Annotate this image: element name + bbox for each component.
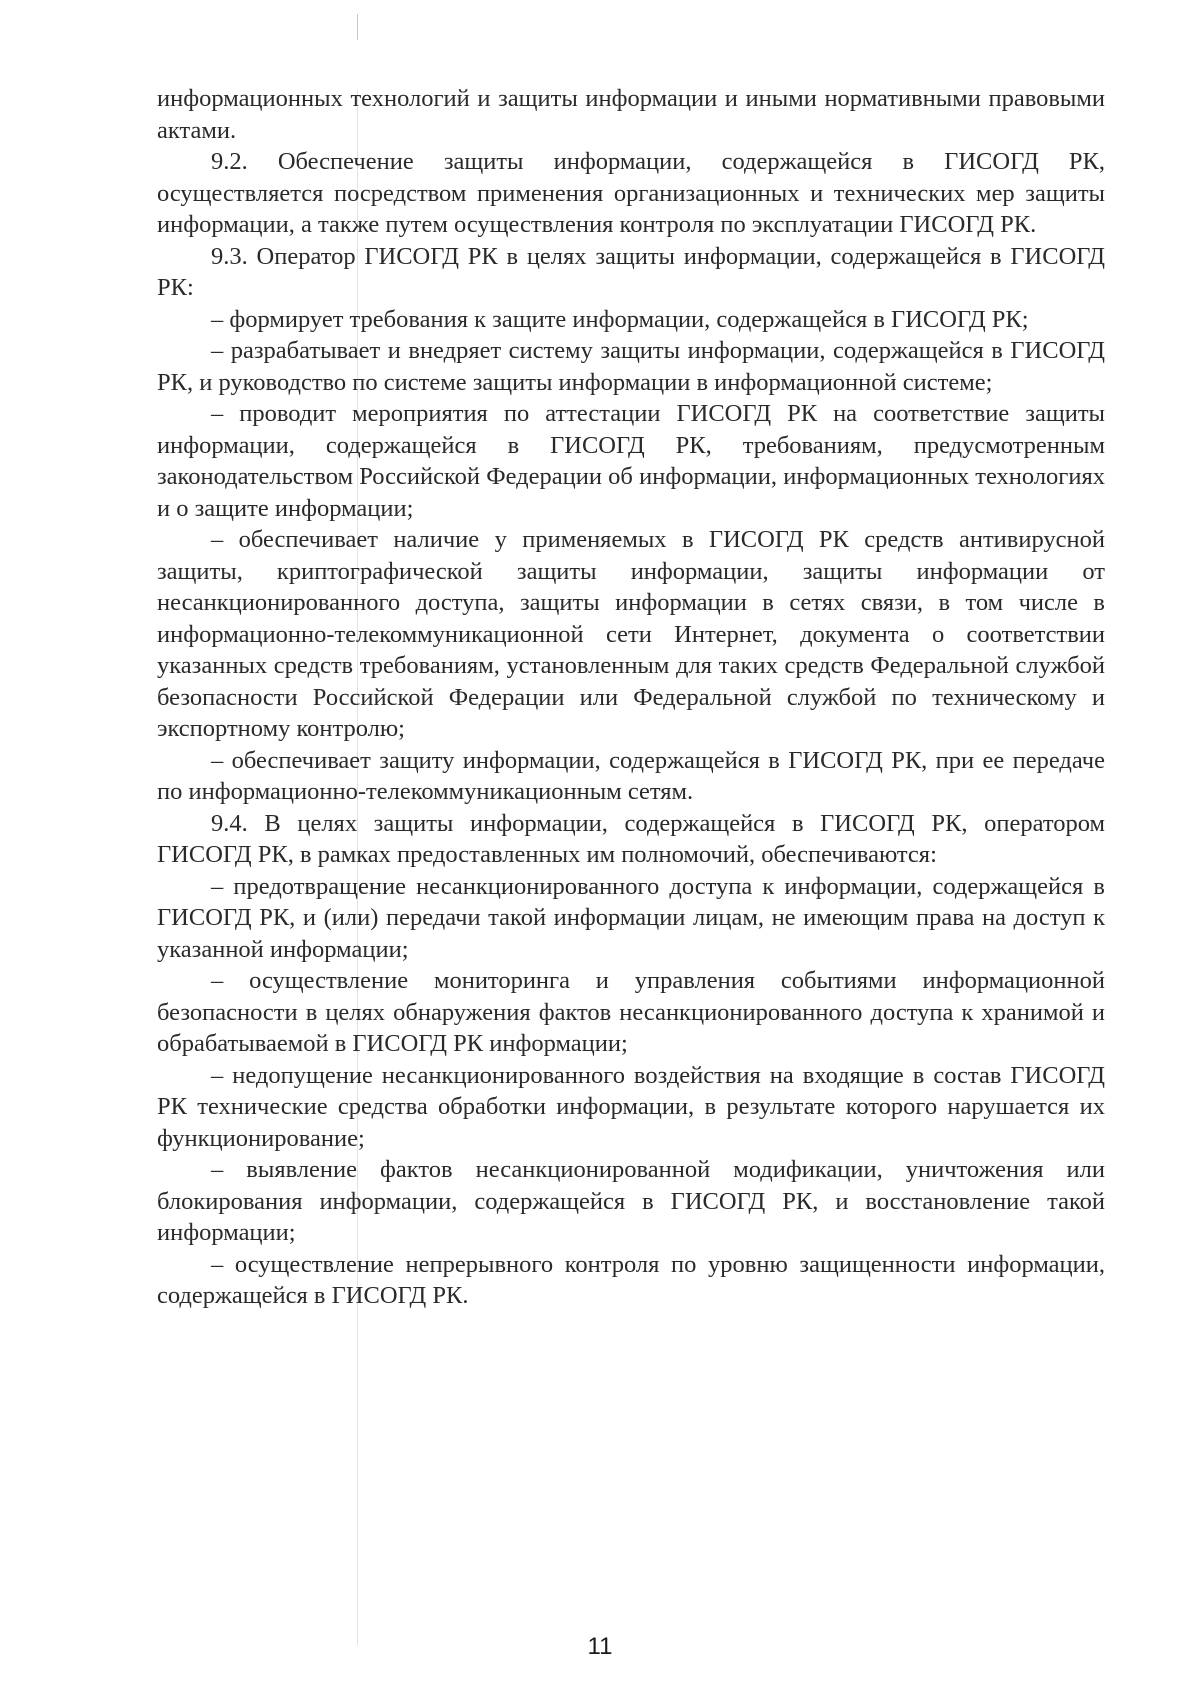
paragraph-9-2: 9.2. Обеспечение защиты информации, содержащейся в ГИСОГД РК, осуществляется посредством применения организационных и технических мер защиты информации, а также путем осуществления контроля по эксплуатации ГИСОГД РК.: [157, 148, 1105, 238]
list-item-9-4-5: – осуществление непрерывного контроля по уровню защищенности информации, содержащейся в ГИСОГД РК.: [157, 1250, 1105, 1309]
paragraph-9-4: 9.4. В целях защиты информации, содержащейся в ГИСОГД РК, оператором ГИСОГД РК, в рамках предоставленных им полномочий, обеспечиваются:: [157, 809, 1105, 868]
list-item-9-3-4: – обеспечивает наличие у применяемых в ГИСОГД РК средств антивирусной защиты, криптографической защиты информации, защиты информации от несанкционированного доступа, защиты информации в сетях связи, в том числе в информационно-телекоммуникационной сети Интернет, документа о соответствии указанных средств требованиям, установленным для таких средств Федеральной службой безопасности Российской Федерации или Федеральной службой по техническому и экспортному контролю;: [157, 526, 1105, 742]
list-item-9-3-1: – формирует требования к защите информации, содержащейся в ГИСОГД РК;: [211, 305, 1029, 333]
paragraph-continuation: информационных технологий и защиты информации и иными нормативными правовыми актами.: [157, 85, 1105, 144]
document-body: [157, 83, 1105, 1312]
list-item-9-4-1: – предотвращение несанкционированного доступа к информации, содержащейся в ГИСОГД РК, и (или) передачи такой информации лицам, не имеющим права на доступ к указанной информации;: [157, 872, 1105, 963]
page-number: 11: [587, 1633, 613, 1660]
list-item-9-3-5: – обеспечивает защиту информации, содержащейся в ГИСОГД РК, при ее передаче по информационно-телекоммуникационным сетям.: [157, 746, 1105, 805]
list-item-9-4-4: – выявление фактов несанкционированной модификации, уничтожения или блокирования информации, содержащейся в ГИСОГД РК, и восстановление такой информации;: [157, 1156, 1105, 1246]
list-item-9-3-3: – проводит мероприятия по аттестации ГИСОГД РК на соответствие защиты информации, содержащейся в ГИСОГД РК, требованиям, предусмотренным законодательством Российской Федерации об информации, информационных технологиях и о защите информации;: [157, 400, 1105, 522]
list-item-9-3-2: – разрабатывает и внедряет систему защиты информации, содержащейся в ГИСОГД РК, и руководство по системе защиты информации в информационной системе;: [157, 337, 1105, 396]
scan-artifact-line-top: [357, 14, 358, 40]
list-item-9-4-2: – осуществление мониторинга и управления событиями информационной безопасности в целях обнаружения фактов несанкционированного доступа к хранимой и обрабатываемой в ГИСОГД РК информации;: [157, 967, 1105, 1057]
list-item-9-4-3: – недопущение несанкционированного воздействия на входящие в состав ГИСОГД РК технические средства обработки информации, в результате которого нарушается их функционирование;: [157, 1061, 1105, 1152]
paragraph-9-3: 9.3. Оператор ГИСОГД РК в целях защиты информации, содержащейся в ГИСОГД РК:: [157, 242, 1105, 301]
